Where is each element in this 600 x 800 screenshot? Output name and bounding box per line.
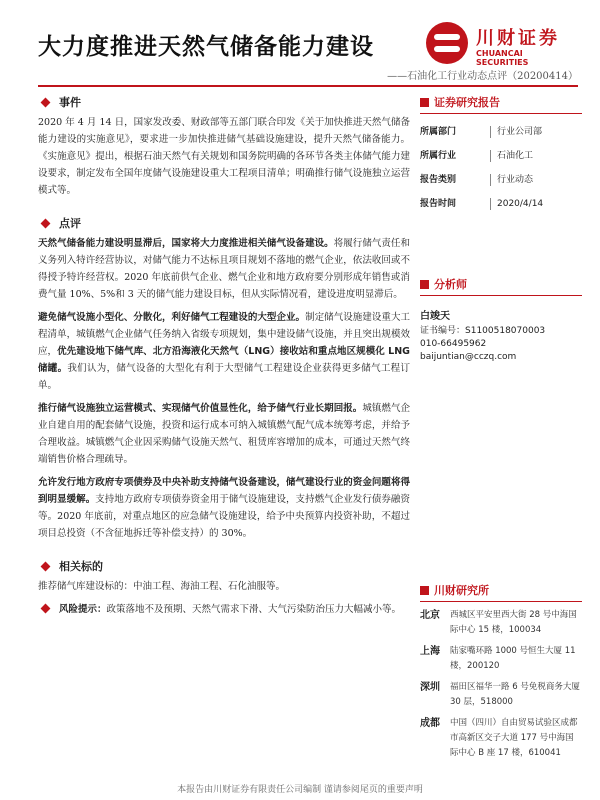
office-address: 北京 西城区平安里西大街 28 号中海国际中心 15 楼，100034 (420, 610, 577, 635)
risk-text: 风险提示：政策落地不及预期、天然气需求下滑、大气污染防治压力大幅减小等。 (38, 601, 410, 618)
square-bullet-icon (420, 280, 429, 289)
info-row: 所属行业 石油化工 (420, 151, 534, 161)
sidebar (420, 94, 582, 767)
footer-disclaimer: 本报告由川财证券有限责任公司编制 谨请参阅尾页的重要声明 (177, 785, 423, 795)
analyst-cert: 证书编号：S1100518070003 (420, 326, 546, 336)
square-bullet-icon (420, 586, 429, 595)
comment-paragraph-3: 推行储气设施独立运营模式、实现储气价值显性化，给予储气行业长期回报。城镇燃气企业自建自用的配套储气设施，投资和运行成本可纳入城镇燃气配气成本统筹考虑，并给予合理收益。城镇燃气企业因采购储气设施天然气、租赁库容增加的成本，可通过天然气终端销售价格合理疏导。 (38, 403, 410, 465)
diamond-bullet-icon (41, 218, 51, 228)
comment-paragraph-4: 允许发行地方政府专项债券及中央补助支持储气设备建设，储气建设行业的资金问题将得到明显缓解。支持地方政府专项债券资金用于储气设施建设，支持燃气企业发行债券融资等。2020 年底前，对重点地区的应急储气设施建设，给予中央预算内投资补助，不超过项目总投资（不含征地拆迁等补偿支持）的 30%。 (38, 477, 410, 539)
comment-paragraph-1: 天然气储备能力建设明显滞后，国家将大力度推进相关储气设备建设。将履行储气责任和义务列入特许经营协议，对储气能力不达标且项目规划不落地的燃气企业，依法收回或不得授予特许经营权。2020 年底前供气企业、燃气企业和地方政府要分别形成年销售或消费气量 10%、5%和 3 天的储气能力建设目标，但从实际情况看，建设进度明显滞后。 (38, 238, 410, 300)
info-row: 报告时间 2020/4/14 (420, 199, 544, 209)
event-heading: 事件 (38, 94, 410, 110)
diamond-bullet-icon (41, 604, 51, 614)
targets-text: 推荐储气库建设标的：中油工程、海油工程、石化油服等。 (38, 581, 286, 592)
logo-name-en: CHUANCAI SECURITIES (476, 49, 529, 67)
square-bullet-icon (420, 98, 429, 107)
main-content (38, 94, 410, 624)
comment-paragraph-2: 避免储气设施小型化、分散化，利好储气工程建设的大型企业。制定储气设施建设重大工程清单，城镇燃气企业储气任务纳入省级专项规划，集中建设储气设施，并且突出规模效应，优先建设地下储气库、北方沿海液化天然气（LNG）接收站和重点地区规模化 LNG 储罐。我们认为，储气设备的大型化有利于大型储气工程建设企业获得更多储气工程订单。 (38, 312, 410, 391)
info-row: 所属部门 行业公司部 (420, 127, 543, 137)
event-text: 2020 年 4 月 14 日，国家发改委、财政部等五部门联合印发《关于加快推进天然气储备能力建设的实施意见》，要求进一步加快推进储气基础设施建设，提升天然气储备能力。《实施意见》提出，根据石油天然气有关规划和国务院明确的各环节各类主体储气能力建设要求，制定发布全国年度储气设施建设重大工程项目清单；明确推行储气设施独立运营模式等。 (38, 117, 410, 196)
analyst-card (420, 310, 582, 364)
report-info-heading: 证券研究报告 (420, 94, 582, 114)
office-address: 上海 陆家嘴环路 1000 号恒生大厦 11 楼，200120 (420, 646, 576, 671)
analyst-name: 白竣天 (420, 311, 450, 322)
targets-heading: 相关标的 (38, 558, 410, 574)
page-title: 大力度推进天然气储备能力建设 (38, 34, 374, 60)
logo-name-cn: 川财证券 (476, 28, 560, 49)
comment-heading: 点评 (38, 215, 410, 231)
analyst-phone: 010-66495962 (420, 339, 487, 349)
office-address: 成都 中国（四川）自由贸易试验区成都市高新区交子大道 177 号中海国际中心 B 座 17 楼，610041 (420, 718, 578, 758)
institute-heading: 川财研究所 (420, 582, 582, 602)
analyst-email[interactable]: baijuntian@cczq.com (420, 352, 517, 362)
diamond-bullet-icon (41, 97, 51, 107)
page-subtitle: ——石油化工行业动态点评（20200414） (387, 71, 578, 82)
analyst-heading: 分析师 (420, 276, 582, 296)
office-address: 深圳 福田区福华一路 6 号免税商务大厦 30 层，518000 (420, 682, 580, 707)
logo-mark-icon (426, 22, 468, 64)
info-row: 报告类别 行业动态 (420, 175, 534, 185)
header-divider (38, 85, 578, 87)
diamond-bullet-icon (41, 561, 51, 571)
company-logo (426, 22, 576, 66)
